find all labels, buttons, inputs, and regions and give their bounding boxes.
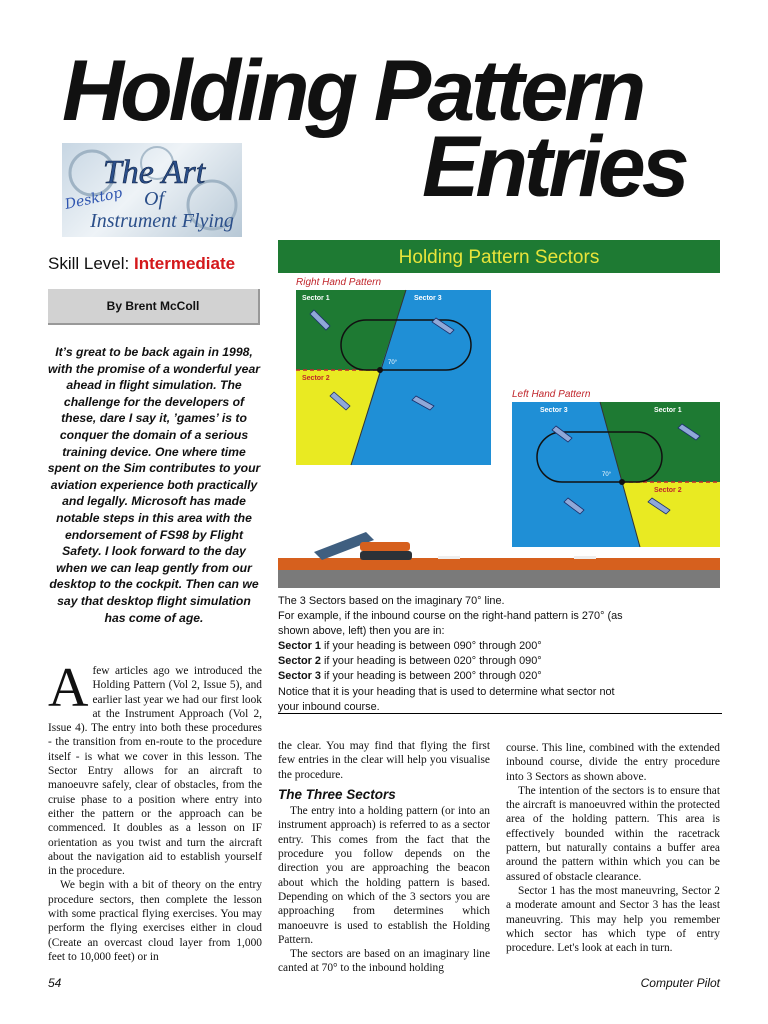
page-number: 54: [48, 976, 62, 990]
col3-paragraph-3: Sector 1 has the most maneuvring, Sector 2 a moderate amount and Sector 3 has the least maneuvring. This may help you remember which sector has which type of entry procedure. Let's look at each in turn.: [506, 884, 720, 955]
section-heading: The Three Sectors: [278, 786, 396, 802]
logo-subtitle: Instrument Flying: [90, 210, 234, 232]
sectors-figure: [278, 240, 720, 588]
left-hand-diagram: [512, 402, 720, 547]
logo-of: Of: [144, 188, 164, 210]
title-line-1: Holding Pattern: [62, 43, 643, 139]
caption-s3-text: if your heading is between 200° through 020°: [320, 670, 542, 683]
caption-sector-2: [278, 654, 722, 669]
col3-paragraph-2: The intention of the sectors is to ensure that the aircraft is manoeuvred within the protected area of the holding pattern. This area is effectively bounded within the racetrack pattern, but naturally contains a buffer area around the pattern within which you can be assured of obstacle clearance.: [506, 784, 720, 883]
skill-label: Skill Level:: [48, 254, 130, 273]
col2-paragraph-1: the clear. You may find that flying the first few entries in the clear will help you visualise the procedure.: [278, 740, 490, 781]
figure-caption: [278, 594, 722, 715]
caption-line-8: your inbound course.: [278, 700, 380, 713]
caption-s1-text: if your heading is between 090° through 200°: [320, 640, 542, 653]
body-column-2: [278, 739, 490, 976]
caption-s1-label: Sector 1: [278, 640, 321, 653]
caption-sector-1: [278, 639, 722, 654]
lh-angle-label: 70°: [602, 472, 612, 478]
drop-cap: A: [48, 657, 89, 719]
rh-sector1-label: Sector 1: [302, 295, 330, 302]
col2-paragraph-3: The sectors are based on an imaginary line canted at 70° to the inbound holding: [278, 948, 490, 975]
publication-name: Computer Pilot: [640, 976, 720, 990]
body-column-1: [48, 657, 262, 964]
caption-sector-3: [278, 669, 722, 684]
caption-line-1: The 3 Sectors based on the imaginary 70° line.: [278, 595, 505, 607]
caption-divider: [278, 713, 722, 714]
lh-sector2-label: Sector 2: [654, 487, 682, 494]
col2-paragraph-2: The entry into a holding pattern (or into an instrument approach) is referred to as a sector entry. This comes from the fact that the procedure you follow depends on the direction you are approaching the beacon about which the holding pattern is based. Depending on which of the 3 sectors you are approaching from determines which manoeuvre is used to establish the Holding Pattern.: [278, 805, 490, 946]
right-hand-diagram: [296, 290, 491, 465]
figure-title: Holding Pattern Sectors: [398, 247, 600, 268]
rh-sector2-label: Sector 2: [302, 375, 330, 382]
lh-sector3-label: Sector 3: [540, 407, 568, 414]
author-byline: By Brent McColl: [48, 289, 260, 325]
col1-paragraph-2: We begin with a bit of theory on the entry procedure sectors, then complete the lesson with some practical flying exercises. You may perform the flying exercises either in cloud (Create an overcast cloud layer from 1,000 feet to 10,000 feet) or in: [48, 879, 262, 963]
desk-front: [278, 570, 720, 588]
caption-line-2: For example, if the inbound course on the right-hand pattern is 270° (as: [278, 610, 623, 623]
caption-line-3: shown above, left) then you are in:: [278, 625, 445, 638]
rh-angle-label: 70°: [388, 360, 398, 366]
logo-title: The Art: [102, 154, 206, 191]
desk-edge: [278, 558, 720, 570]
rh-sector3-label: Sector 3: [414, 295, 442, 302]
intro-paragraph: It’s great to be back again in 1998, with the promise of a wonderful year ahead in flight simulation. The challenge for the developers of these, dare I say it, ’games’ is to conquer the domain of a serious training device. One where time spent on the Sim contributes to your aviation experience both practically and legally. Microsoft has made notable steps in this area with the endorsement of FS98 by Flight Safety. I look forward to the day when we can leap gently from our desktop to the cockpit. Then can we say that desktop flight simulation has come of age.: [47, 345, 261, 625]
caption-line-7: Notice that it is your heading that is used to determine what sector not: [278, 685, 615, 698]
lh-sector1-label: Sector 1: [654, 407, 682, 414]
body-column-3: [506, 741, 720, 955]
skill-level: [48, 254, 235, 274]
left-pattern-label: Left Hand Pattern: [512, 389, 591, 400]
col1-paragraph-1: few articles ago we introduced the Holding Pattern (Vol 2, Issue 5), and earlier last year we had our first look at the Instrument Approach (Vol 2, Issue 4). The entry into both these procedures - the transition from en-route to the procedure itself - is what we cover in this lesson. The Sector Entry allows for an aircraft to manoeuvre safely, clear of obstacles, from the cruise phase to a position where entry into either the pattern or the approach can be commenced. It doubles as a lesson on IF orientation as you twist and turn the aircraft about the navigation aid to establish yourself in the procedure.: [48, 665, 262, 878]
right-pattern-label: Right Hand Pattern: [296, 277, 382, 288]
title-line-2: Entries: [422, 119, 686, 215]
series-logo: [62, 143, 242, 237]
caption-s2-text: if your heading is between 020° through 090°: [320, 655, 542, 668]
skill-value: Intermediate: [134, 254, 236, 273]
logo-graphic: [62, 143, 242, 237]
caption-s2-label: Sector 2: [278, 655, 321, 668]
logo-handwritten: Desktop: [63, 185, 124, 213]
caption-s3-label: Sector 3: [278, 670, 321, 683]
col3-paragraph-1: course. This line, combined with the extended inbound course, divide the entry procedure into 3 Sectors as shown above.: [506, 742, 720, 783]
